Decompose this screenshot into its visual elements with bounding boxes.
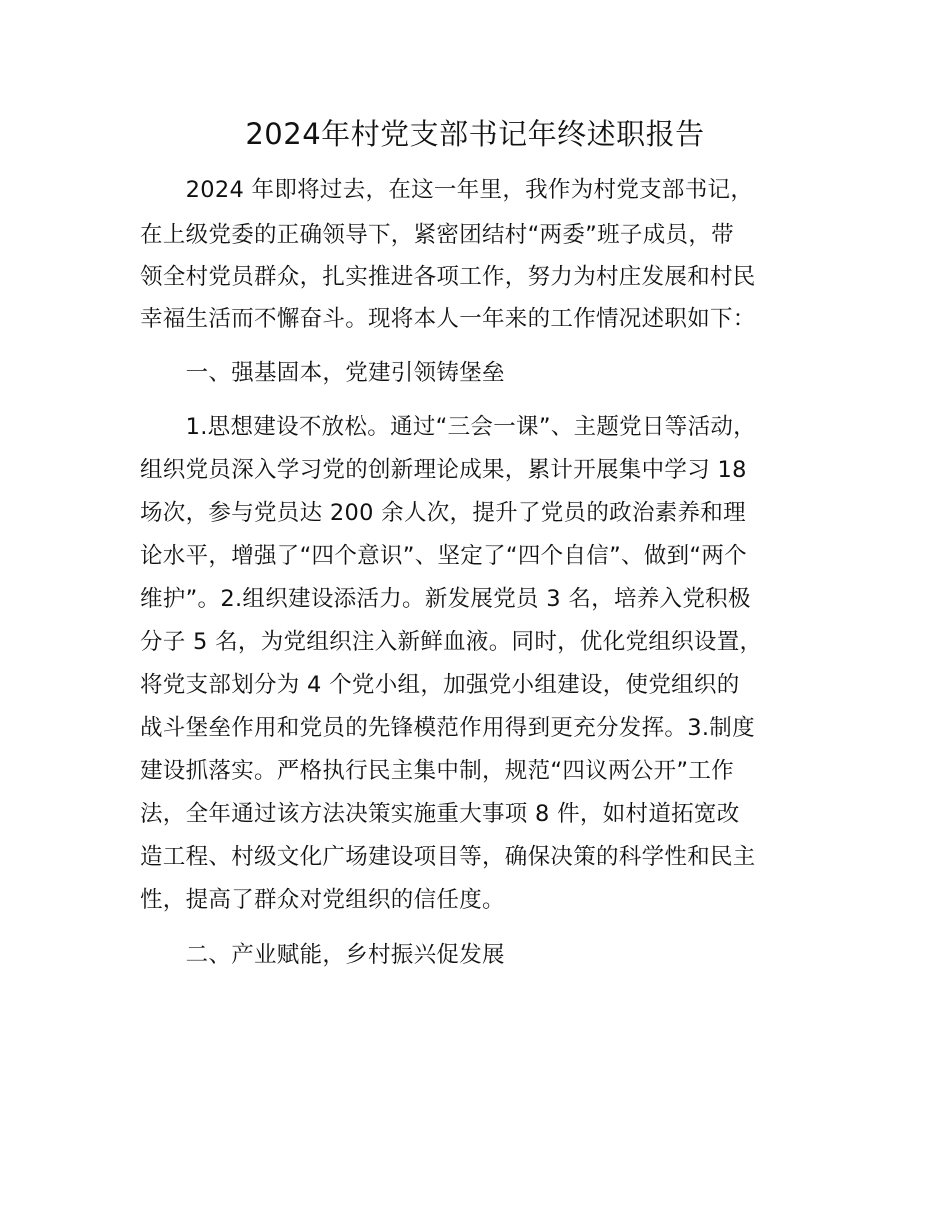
paragraph-line: 论水平，增强了“四个意识”、坚定了“四个自信”、做到“两个	[140, 543, 747, 569]
paragraph-line: 建设抓落实。严格执行民主集中制，规范“四议两公开”工作	[140, 758, 734, 784]
section-heading: 二、产业赋能，乡村振兴促发展	[140, 942, 505, 968]
paragraph-line: 分子 5 名，为党组织注入新鲜血液。同时，优化党组织设置，	[140, 629, 763, 655]
paragraph-line: 将党支部划分为 4 个党小组，加强党小组建设，使党组织的	[140, 672, 740, 698]
paragraph-line: 组织党员深入学习党的创新理论成果，累计开展集中学习 18	[140, 457, 747, 483]
paragraph-line: 战斗堡垒作用和党员的先锋模范作用得到更充分发挥。3.制度	[140, 715, 755, 741]
paragraph-line: 法，全年通过该方法决策实施重大事项 8 件，如村道拓宽改	[140, 801, 740, 827]
paragraph-line: 2024 年即将过去，在这一年里，我作为村党支部书记，	[140, 177, 754, 203]
paragraph-line: 在上级党委的正确领导下，紧密团结村“两委”班子成员，带	[140, 222, 734, 248]
paragraph-line: 1.思想建设不放松。通过“三会一课”、主题党日等活动，	[140, 414, 756, 440]
paragraph-line: 维护”。2.组织建设添活力。新发展党员 3 名，培养入党积极	[140, 586, 751, 612]
paragraph-line: 造工程、村级文化广场建设项目等，确保决策的科学性和民主	[140, 844, 756, 870]
paragraph-line: 性，提高了群众对党组织的信任度。	[140, 887, 505, 913]
section-heading: 一、强基固本，党建引领铸堡垒	[140, 360, 505, 386]
document-title: 2024年村党支部书记年终述职报告	[245, 117, 705, 151]
paragraph-line: 领全村党员群众，扎实推进各项工作，努力为村庄发展和村民	[140, 264, 756, 290]
paragraph-line: 幸福生活而不懈奋斗。现将本人一年来的工作情况述职如下：	[140, 306, 756, 332]
paragraph-line: 场次，参与党员达 200 余人次，提升了党员的政治素养和理	[140, 500, 746, 526]
